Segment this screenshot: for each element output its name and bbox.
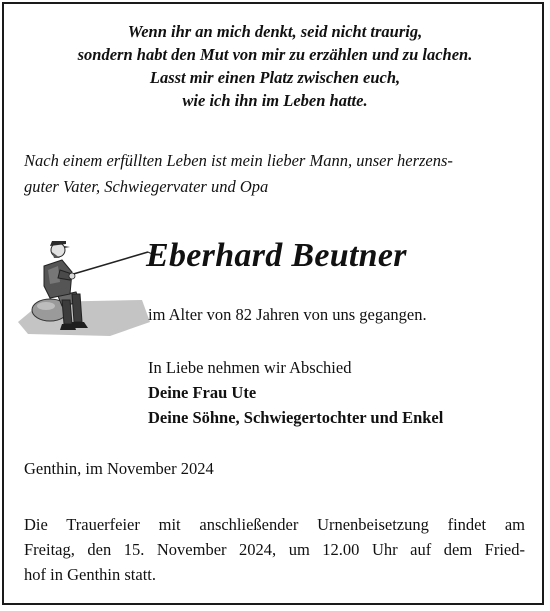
announcement-intro <box>24 148 529 200</box>
intro-line: guter Vater, Schwiegervater und Opa <box>24 177 269 196</box>
intro-line: Nach einem erfüllten Leben ist mein lieber Mann, unser herzens- <box>24 151 453 170</box>
memorial-poem <box>0 20 550 112</box>
place-and-date: Genthin, im November 2024 <box>24 459 214 478</box>
age-statement: im Alter von 82 Jahren von uns gegangen. <box>148 305 427 324</box>
fisherman-icon <box>14 230 154 342</box>
funeral-line: hof in Genthin statt. <box>24 565 156 584</box>
poem-line: Wenn ihr an mich denkt, seid nicht traurig, <box>127 22 423 41</box>
funeral-line: Freitag, den 15. November 2024, um 12.00 Uhr auf dem Fried- <box>24 540 525 559</box>
poem-line: wie ich ihn im Leben hatte. <box>182 91 368 110</box>
deceased-name: Eberhard Beutner <box>146 237 407 274</box>
farewell-block <box>148 355 443 430</box>
poem-line: sondern habt den Mut von mir zu erzählen und zu lachen. <box>77 45 473 64</box>
funeral-line: Die Trauerfeier mit anschließender Urnenbeisetzung findet am <box>24 515 525 534</box>
poem-line: Lasst mir einen Platz zwischen euch, <box>149 68 401 87</box>
mourner-line: Deine Söhne, Schwiegertochter und Enkel <box>148 408 444 427</box>
mourner-line: Deine Frau Ute <box>148 383 257 402</box>
farewell-intro: In Liebe nehmen wir Abschied <box>148 358 352 377</box>
funeral-details <box>24 512 525 587</box>
